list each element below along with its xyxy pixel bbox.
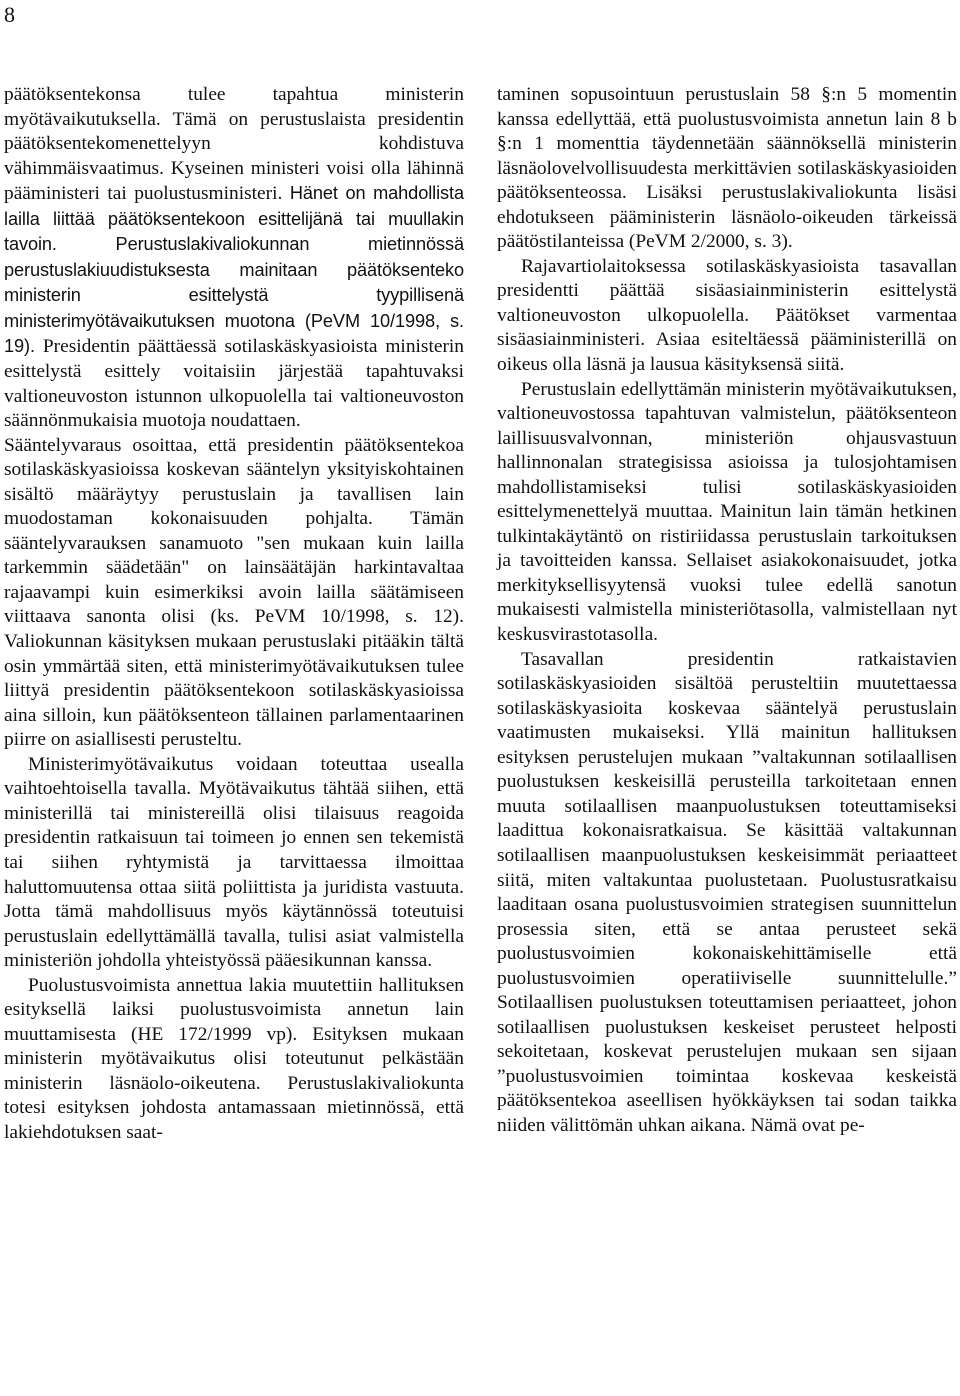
left-paragraph-3: Ministerimyötävaikutus voidaan toteuttaa usealla vaihtoehtoisella tavalla. Myötävaikutus tähtää siihen, että ministerillä tai ministereillä olisi tilaisuus reagoida presidentin ratkaisuun tai toimeen jo ennen sen tekemistä tai siihen ryhtymistä ja tarvittaessa ilmoittaa haluttomuutensa ottaa siitä poliittista ja juridista vastuuta. Jotta tämä mahdollisuus myös käytännössä toteutuisi perustuslain edellyttämällä tavalla, tulisi asiat valmistella ministeriön johdolla yhteistyössä pääesikunnan kanssa.	[4, 753, 464, 972]
page-number: 8	[4, 2, 15, 27]
right-paragraph-1: taminen sopusointuun perustuslain 58 §:n 5 momentin kanssa edellyttää, että puolustusvoimista annetun lain 8 b §:n 1 momenttia täydennetään säännöksellä ministerin läsnäolovelvollisuudesta merkittävien sotilaskäskyasioiden päätöksenteossa. Lisäksi perustuslakivaliokunta lisäsi ehdotukseen pääministerin läsnäolo-oikeuden tärkeissä päätöstilanteissa (PeVM 2/2000, s. 3).	[497, 84, 957, 253]
right-paragraph-3: Perustuslain edellyttämän ministerin myötävaikutuksen, valtioneuvostossa tapahtuvan valmistelun, päätöksenteon laillisuusvalvonnan, ministeriön ohjausvastuun hallinnonalan strategisissa asioissa ja tulosjohtamisen mahdollistamiseksi tulisi sotilaskäskyasioiden esittelymenettelyä muuttaa. Mainitun lain tämän hetkinen tulkintakäytäntö on ristiriidassa perustuslain tarkoituksen ja tavoitteiden kanssa. Sellaiset asiakokonaisuudet, jotka merkityksellisyytensä vuoksi tulee edellä sanotun mukaisesti valmistella ministeriötasolla, valmistellaan nyt keskusvirastotasolla.	[497, 378, 957, 646]
right-column	[497, 83, 957, 1139]
right-paragraph-2: Rajavartiolaitoksessa sotilaskäskyasioista tasavallan presidentti päättää sisäasiainministerin esittelystä valtioneuvoston ulkopuolella. Päätökset varmentaa sisäasiainministeri. Asiaa esiteltäessä pääministerillä on oikeus olla läsnä ja lausua käsityksensä siitä.	[497, 255, 957, 376]
left-paragraph-1-part-b: Hänet on mahdollista lailla liittää päätöksentekoon esittelijänä tai muullakin tavoin. Perustuslakivaliokunnan mietinnössä perustuslakiuudistuksesta mainitaan päätöksenteko ministerin esittelystä tyypillisenä ministerimyötävaikutuksen muotona (PeVM 10/1998, s. 19).	[4, 183, 464, 357]
left-paragraph-1-part-a: päätöksentekonsa tulee tapahtua ministerin myötävaikutuksella. Tämä on perustuslaista presidentin päätöksentekomenettelyyn kohdistuva vähimmäisvaatimus. Kyseinen ministeri voisi olla lähinnä pääministeri tai puolustusministeri.	[4, 84, 464, 205]
left-column	[4, 83, 464, 1146]
left-paragraph-1-part-c: Presidentin päättäessä sotilaskäskyasioista ministerin esittelystä esittely voitaisiin järjestää tapahtuvaksi valtioneuvoston istunnon ulkopuolella tai valtioneuvoston säännönmukaisia muotoja noudattaen.	[4, 336, 464, 432]
right-paragraph-4: Tasavallan presidentin ratkaistavien sotilaskäskyasioiden sisältöä perusteltiin muutettaessa sotilaskäskyasioita koskevaa sääntelyä perustuslain vaatimusten mukaiseksi. Yllä mainitun hallituksen esityksen perustelujen mukaan ”valtakunnan sotilaallisen puolustuksen keskeisillä perusteilla tarkoitetaan ennen muuta sotilaallisen maanpuolustuksen toteuttamiseksi laadittua kokonaisratkaisua. Se käsittää valtakunnan sotilaallisen maanpuolustuksen keskeisimmät periaatteet siitä, miten valtakuntaa puolustetaan. Puolustusratkaisu laaditaan osana puolustusvoimien strategisen suunnittelun prosessia siten, että se antaa perusteet sekä puolustusvoimien kokonaiskehittämiselle että puolustusvoimien operatiiviselle suunnittelulle.” Sotilaallisen puolustuksen toteuttamisen periaatteet, johon sotilaallisen puolustuksen keskeiset perusteet helposti sekoitetaan, koskevat perustelujen mukaan sen sijaan ”puolustusvoimien toimintaa koskevaa keskeistä päätöksentekoa aseellisen hyökkäyksen tai sodan taikka niiden välittömän uhkan aikana. Nämä ovat pe-	[497, 648, 957, 1136]
left-paragraph-4: Puolustusvoimista annettua lakia muutettiin hallituksen esityksellä laiksi puolustusvoimista annetun lain muuttamisesta (HE 172/1999 vp). Esityksen mukaan ministerin myötävaikutus olisi toteutunut pelkästään ministerin läsnäolo-oikeutena. Perustuslakivaliokunta totesi esityksen johdosta antamassaan mietinnössä, että lakiehdotuksen saat-	[4, 974, 464, 1143]
left-paragraph-1	[4, 83, 464, 434]
left-paragraph-2: Sääntelyvaraus osoittaa, että presidentin päätöksentekoa sotilaskäskyasioissa koskevan sääntelyn yksityiskohtainen sisältö määräytyy perustuslain ja tavallisen lain muodostaman kokonaisuuden pohjalta. Tämän sääntelyvarauksen sanamuoto "sen mukaan kuin lailla tarkemmin säädetään" on lainsäätäjän harkintavaltaa rajaavampi kuin esimerkiksi avoin lailla säätämiseen viittaava sanonta olisi (ks. PeVM 10/1998, s. 12). Valiokunnan käsityksen mukaan perustuslaki pitääkin tältä osin ymmärtää siten, että ministerimyötävaikutuksen tulee liittyä presidentin päätöksentekoon sotilaskäskyasioissa aina silloin, kun päätöksenteon tällainen parlamentaarinen piirre on asiallisesti perusteltu.	[4, 434, 464, 751]
